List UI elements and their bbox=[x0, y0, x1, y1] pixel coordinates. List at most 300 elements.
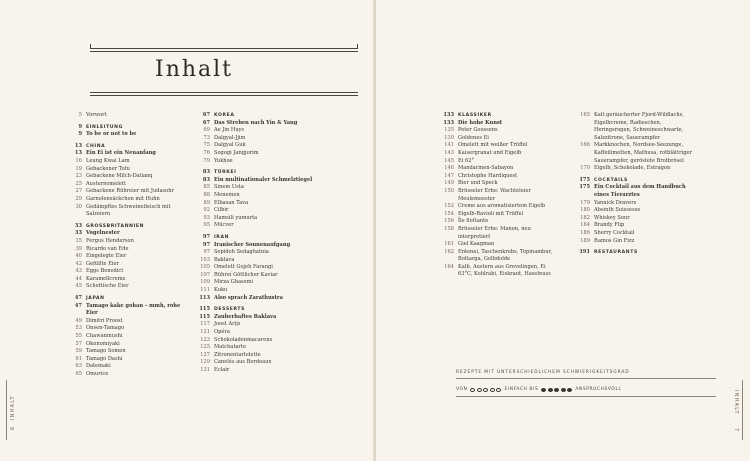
toc-chapter-heading[interactable] bbox=[192, 169, 312, 177]
toc-page-number: 9 bbox=[78, 131, 82, 138]
toc-chapter-heading[interactable] bbox=[436, 112, 561, 120]
toc-entry[interactable] bbox=[192, 344, 312, 352]
toc-entry[interactable] bbox=[572, 207, 697, 215]
toc-entry[interactable] bbox=[436, 127, 561, 135]
toc-entry[interactable] bbox=[436, 158, 561, 166]
legend-hard: ANSPRUCHSVOLL bbox=[575, 387, 622, 392]
toc-page-number: 123 bbox=[200, 336, 210, 343]
toc-entry-title: Bier und Speck bbox=[458, 180, 498, 187]
toc-entry[interactable] bbox=[192, 367, 312, 375]
toc-entry[interactable] bbox=[192, 249, 312, 257]
toc-entry-title: Das Streben nach Yin & Yang bbox=[214, 119, 298, 126]
toc-page-number: 88 bbox=[203, 191, 210, 198]
toc-page-number: 65 bbox=[75, 371, 82, 377]
toc-page-number: 147 bbox=[444, 172, 454, 179]
toc-entry[interactable] bbox=[192, 295, 312, 303]
toc-page-number: 113 bbox=[199, 294, 210, 301]
toc-page-number: 92 bbox=[203, 207, 210, 214]
toc-entry-title: Leung Kwai Lam bbox=[86, 157, 130, 164]
toc-entry-title: Ramos Gin Fizz bbox=[594, 237, 635, 244]
toc-entry-title: COCKTAILS bbox=[594, 177, 628, 183]
toc-entry-title: Yukhoe bbox=[214, 157, 233, 164]
toc-entry-title: Hamsili yumurta bbox=[214, 214, 258, 221]
toc-entry[interactable] bbox=[192, 321, 312, 329]
toc-page-number: 33 bbox=[74, 230, 82, 237]
toc-entry-title: Omurice bbox=[86, 371, 109, 377]
toc-entry[interactable] bbox=[64, 204, 184, 219]
toc-entry-title: Vogelnester bbox=[86, 230, 120, 237]
toc-entry[interactable] bbox=[192, 257, 312, 265]
toc-page-number: 42 bbox=[75, 260, 82, 267]
filled-dots-icon bbox=[541, 388, 572, 392]
toc-entry[interactable] bbox=[64, 196, 184, 204]
toc-page-number: 117 bbox=[200, 321, 210, 328]
toc-entry-title: Gebackene Rühreier mit Judasohr bbox=[86, 188, 174, 195]
toc-section bbox=[64, 295, 184, 379]
toc-page-number: 85 bbox=[203, 184, 210, 191]
toc-chapter-heading[interactable] bbox=[192, 112, 312, 120]
toc-page-number: 61 bbox=[75, 355, 82, 362]
toc-entry-title: Ein Ei ist ein Neuanfang bbox=[86, 150, 156, 157]
toc-entry[interactable] bbox=[192, 264, 312, 272]
toc-page-number: 83 bbox=[202, 176, 210, 183]
toc-page-number: 166 bbox=[580, 142, 590, 149]
toc-section bbox=[64, 143, 184, 219]
toc-page-number: 182 bbox=[580, 214, 590, 221]
right-page-number: 7 bbox=[733, 428, 739, 433]
toc-entry[interactable] bbox=[192, 222, 312, 230]
toc-column-3 bbox=[436, 112, 561, 279]
toc-entry-title: Christophe Hardiquest bbox=[458, 172, 518, 179]
toc-entry-title: Die hohe Kunst bbox=[458, 119, 503, 126]
legend-from: VON bbox=[456, 387, 468, 392]
toc-entry[interactable] bbox=[64, 318, 184, 326]
toc-page-number: 164 bbox=[444, 263, 454, 270]
toc-entry[interactable] bbox=[64, 268, 184, 276]
toc-entry[interactable] bbox=[192, 314, 312, 322]
toc-entry[interactable] bbox=[64, 303, 184, 318]
toc-page-number: 25 bbox=[75, 180, 82, 187]
toc-entry[interactable] bbox=[436, 264, 561, 279]
toc-page-number: 27 bbox=[75, 188, 82, 195]
toc-page-number: 143 bbox=[444, 149, 454, 156]
toc-entry-title: Gefüllte Eier bbox=[86, 260, 119, 267]
toc-entry-title: Brüsseler Erbe: Wachteleier Meulemeester bbox=[458, 187, 531, 202]
toc-entry[interactable] bbox=[572, 142, 697, 165]
toc-entry[interactable] bbox=[436, 241, 561, 249]
toc-entry-title: Elbasan Tava bbox=[214, 199, 249, 206]
right-spine-rule bbox=[742, 380, 743, 440]
toc-entry-title: Gebackene Milch-Dalianq bbox=[86, 173, 153, 180]
toc-page-number: 115 bbox=[199, 306, 210, 313]
toc-entry-title: Île flottante bbox=[458, 218, 489, 225]
toc-entry-title: Eggs Benedict bbox=[86, 268, 124, 275]
toc-page-number: 30 bbox=[75, 203, 82, 210]
toc-entry-title: Kalt geräucherter Fjord-Wildlachs, Eigelbcreme, Radieschen, Heringsrogen, Schweineschwarte, Salzzitrone, Sauerampfer bbox=[594, 112, 684, 141]
toc-entry-title: RESTAURANTS bbox=[594, 250, 638, 256]
toc-page-number: 67 bbox=[202, 112, 210, 118]
toc-entry[interactable] bbox=[436, 188, 561, 203]
toc-entry[interactable] bbox=[64, 158, 184, 166]
toc-entry[interactable] bbox=[192, 215, 312, 223]
toc-entry[interactable] bbox=[192, 272, 312, 280]
toc-page-number: 105 bbox=[200, 264, 210, 271]
toc-page-number: 23 bbox=[75, 173, 82, 180]
toc-page-number: 5 bbox=[78, 112, 82, 118]
toc-entry-title: Also sprach Zarathustra bbox=[214, 294, 283, 301]
toc-page-number: 89 bbox=[203, 199, 210, 206]
toc-entry[interactable] bbox=[192, 359, 312, 367]
toc-page-number: 127 bbox=[200, 351, 210, 358]
toc-entry[interactable] bbox=[192, 337, 312, 345]
toc-entry[interactable] bbox=[64, 363, 184, 371]
toc-page-number: 175 bbox=[579, 176, 590, 183]
toc-chapter-heading[interactable] bbox=[192, 306, 312, 314]
toc-entry-title: Austernomelett bbox=[86, 180, 126, 187]
toc-entry-title: Dalgyal Guk bbox=[214, 142, 246, 149]
toc-page-number: 43 bbox=[75, 268, 82, 275]
title-frame bbox=[90, 48, 358, 96]
toc-page-number: 154 bbox=[444, 210, 454, 217]
toc-section bbox=[64, 124, 184, 139]
toc-section bbox=[192, 306, 312, 374]
toc-page-number: 111 bbox=[200, 287, 210, 294]
toc-entry-title: Eingelegte Eier bbox=[86, 253, 127, 260]
toc-entry-title: Entenei, Taschenkrebs, Topinambur, Bottarga, Gelbdolde bbox=[458, 248, 553, 263]
toc-page-number: 47 bbox=[74, 295, 82, 302]
toc-entry-title: Ae Jin Huys bbox=[214, 127, 245, 134]
toc-entry[interactable] bbox=[192, 120, 312, 128]
toc-entry-title: Canelés aus Bordeaux bbox=[214, 359, 272, 366]
toc-page-number: 129 bbox=[200, 359, 210, 366]
toc-entry-title: Eigelb, Schokolade, Estragon bbox=[594, 165, 671, 172]
toc-entry[interactable] bbox=[572, 165, 697, 173]
toc-page-number: 83 bbox=[202, 169, 210, 176]
toc-entry[interactable] bbox=[192, 158, 312, 166]
toc-entry-title: Zitronentartelette bbox=[214, 351, 261, 358]
toc-entry[interactable] bbox=[64, 131, 184, 139]
toc-entry-title: Sogogi Jangjorim bbox=[214, 149, 259, 156]
toc-entry-title: Tamago kake gohan – mmh, rohe Eier bbox=[86, 302, 181, 317]
toc-entry-title: CHINA bbox=[86, 143, 106, 149]
toc-page-number: 49 bbox=[75, 317, 82, 324]
toc-entry-title: Garnelensäckchen mit Huhn bbox=[86, 195, 160, 202]
toc-chapter-heading[interactable] bbox=[572, 249, 697, 257]
toc-section bbox=[572, 249, 697, 257]
toc-entry[interactable] bbox=[436, 226, 561, 241]
toc-page-number: 63 bbox=[75, 363, 82, 370]
toc-page-number: 13 bbox=[74, 142, 82, 149]
toc-page-number: 141 bbox=[444, 142, 454, 149]
toc-entry-title: Opéra bbox=[214, 329, 230, 336]
toc-entry[interactable] bbox=[64, 188, 184, 196]
toc-page-number: 97 bbox=[203, 249, 210, 256]
toc-entry-title: Kuku bbox=[214, 287, 228, 294]
toc-page-number: 73 bbox=[203, 134, 210, 141]
legend-title: REZEPTE MIT UNTERSCHIEDLICHEM SCHWIERIGKEITSGRAD bbox=[456, 370, 716, 379]
toc-entry[interactable] bbox=[64, 325, 184, 333]
toc-entry-title: Whiskey Sour bbox=[594, 214, 630, 221]
toc-entry[interactable] bbox=[64, 173, 184, 181]
toc-chapter-heading[interactable] bbox=[64, 124, 184, 132]
toc-entry[interactable] bbox=[436, 173, 561, 181]
toc-entry[interactable] bbox=[572, 222, 697, 230]
toc-entry-title: Ein multinationaler Schmelztiegel bbox=[214, 176, 313, 183]
toc-entry[interactable] bbox=[64, 166, 184, 174]
toc-page-number: 184 bbox=[580, 222, 590, 229]
toc-entry-title: Matchatarte bbox=[214, 344, 247, 351]
toc-page-number: 191 bbox=[579, 249, 590, 256]
toc-entry-title: KLASSIKER bbox=[458, 113, 492, 118]
toc-entry[interactable] bbox=[192, 192, 312, 200]
toc-entry[interactable] bbox=[436, 218, 561, 226]
toc-entry[interactable] bbox=[572, 184, 697, 199]
toc-entry[interactable] bbox=[192, 184, 312, 192]
toc-page-number: 29 bbox=[75, 195, 82, 202]
toc-page-number: 69 bbox=[203, 127, 210, 134]
toc-entry-title: Onsen-Tamago bbox=[86, 325, 125, 332]
toc-page-number: 135 bbox=[444, 127, 454, 134]
toc-entry[interactable] bbox=[64, 348, 184, 356]
toc-page-number: 165 bbox=[580, 112, 590, 118]
toc-entry-title: Peter Goossens bbox=[458, 127, 498, 134]
toc-entry[interactable] bbox=[64, 261, 184, 269]
toc-column-2 bbox=[192, 112, 312, 375]
left-spine-label: INHALT bbox=[10, 395, 16, 420]
toc-chapter-heading[interactable] bbox=[64, 223, 184, 231]
toc-page-number: 186 bbox=[580, 229, 590, 236]
toc-entry-title: Giel Kaagman bbox=[458, 241, 495, 248]
toc-entry-title: Menemen bbox=[214, 191, 240, 198]
toc-page-number: 55 bbox=[75, 333, 82, 340]
toc-entry-title: Eigelb-Ravioli mit Trüffel bbox=[458, 210, 524, 217]
toc-entry[interactable] bbox=[192, 200, 312, 208]
toc-column-4 bbox=[572, 112, 697, 257]
toc-entry-title: Okonomiyaki bbox=[86, 340, 120, 347]
toc-entry[interactable] bbox=[192, 242, 312, 250]
toc-page-number: 76 bbox=[203, 149, 210, 156]
toc-entry[interactable] bbox=[64, 246, 184, 254]
toc-page-number: 45 bbox=[75, 283, 82, 290]
toc-entry[interactable] bbox=[436, 165, 561, 173]
page-title: Inhalt bbox=[155, 57, 234, 82]
toc-page-number: 75 bbox=[203, 142, 210, 149]
toc-entry-title: IRAN bbox=[214, 234, 230, 240]
toc-entry-title: Yannick Dravers bbox=[594, 199, 637, 206]
toc-entry-title: Iranischer Sonnenaufgang bbox=[214, 241, 291, 248]
toc-page-number: 67 bbox=[202, 119, 210, 126]
toc-entry[interactable] bbox=[64, 333, 184, 341]
toc-page-number: 40 bbox=[75, 253, 82, 260]
toc-entry-title: Markknochen, Nordsee-Seezunge, Kaffeilimetten, Mathusa, rotblättriger Sauerampfer, geröstete Brotbrösel bbox=[594, 142, 692, 164]
toc-entry[interactable] bbox=[572, 230, 697, 238]
toc-entry[interactable] bbox=[436, 203, 561, 211]
toc-page-number: 161 bbox=[444, 241, 454, 248]
toc-page-number: 189 bbox=[580, 237, 590, 244]
toc-page-number: 131 bbox=[200, 367, 210, 373]
toc-entry-title: Chawanmushi bbox=[86, 333, 123, 340]
toc-entry-title: Mandarinen-Sabayon bbox=[458, 165, 514, 172]
toc-chapter-heading[interactable] bbox=[572, 177, 697, 185]
toc-section bbox=[192, 112, 312, 165]
toc-entry[interactable] bbox=[436, 249, 561, 264]
toc-page-number: 121 bbox=[200, 329, 210, 336]
toc-entry[interactable] bbox=[192, 287, 312, 295]
toc-page-number: 107 bbox=[200, 271, 210, 278]
difficulty-legend bbox=[456, 370, 716, 392]
toc-page-number: 170 bbox=[580, 165, 590, 172]
toc-page-number: 146 bbox=[444, 165, 454, 172]
toc-entry-title: TÜRKEI bbox=[214, 170, 237, 176]
toc-page-number: 13 bbox=[74, 150, 82, 157]
toc-entry-title: Gebackener Tofu bbox=[86, 165, 130, 172]
toc-entry-title: Goldenes Ei bbox=[458, 134, 489, 141]
toc-entry-title: Sherry Cocktail bbox=[594, 229, 635, 236]
toc-entry[interactable] bbox=[64, 276, 184, 284]
toc-column-1 bbox=[64, 112, 184, 379]
toc-page-number: 133 bbox=[443, 112, 454, 118]
toc-page-number: 97 bbox=[202, 233, 210, 240]
toc-entry-title: Cilbir bbox=[214, 207, 229, 214]
toc-entry[interactable] bbox=[436, 120, 561, 128]
toc-entry-title: Gedämpftes Schweinefleisch mit Salzeiern bbox=[86, 203, 171, 218]
toc-entry[interactable] bbox=[192, 207, 312, 215]
toc-entry[interactable] bbox=[64, 371, 184, 379]
toc-entry-title: Schokoladenmacarons bbox=[214, 336, 273, 343]
toc-entry-title: Kaisergranat und Eigelb bbox=[458, 149, 522, 156]
toc-entry-title: Tamago Somen bbox=[86, 348, 126, 355]
toc-entry-title: Omelett Gojeh Farangi bbox=[214, 264, 273, 271]
toc-entry[interactable] bbox=[436, 135, 561, 143]
toc-page-number: 16 bbox=[75, 157, 82, 164]
toc-page-number: 47 bbox=[74, 302, 82, 309]
toc-page-number: 79 bbox=[203, 157, 210, 164]
toc-section bbox=[64, 112, 184, 120]
toc-entry-title: Schottische Eier bbox=[86, 283, 129, 290]
toc-entry-title: Mirza Ghasemi bbox=[214, 279, 254, 286]
toc-entry[interactable] bbox=[64, 112, 184, 120]
toc-entry-title: Ein Cocktail aus dem Handbuch eines Tierarztes bbox=[594, 184, 686, 198]
toc-entry[interactable] bbox=[436, 142, 561, 150]
legend-scale bbox=[456, 387, 716, 392]
toc-entry-title: Datemaki bbox=[86, 363, 111, 370]
toc-entry[interactable] bbox=[64, 283, 184, 291]
toc-entry-title: Ricardo van Ede bbox=[86, 245, 129, 252]
toc-page-number: 139 bbox=[444, 134, 454, 141]
toc-section bbox=[192, 234, 312, 302]
toc-page-number: 109 bbox=[200, 279, 210, 286]
toc-page-number: 39 bbox=[75, 245, 82, 252]
toc-entry[interactable] bbox=[192, 329, 312, 337]
toc-page-number: 180 bbox=[580, 207, 590, 214]
toc-entry[interactable] bbox=[436, 180, 561, 188]
toc-entry[interactable] bbox=[64, 253, 184, 261]
toc-entry[interactable] bbox=[64, 341, 184, 349]
toc-entry-title: Fergus Henderson bbox=[86, 237, 134, 244]
toc-page-number: 95 bbox=[203, 222, 210, 229]
toc-entry[interactable] bbox=[572, 238, 697, 246]
toc-entry[interactable] bbox=[572, 215, 697, 223]
toc-entry[interactable] bbox=[192, 177, 312, 185]
toc-page-number: 125 bbox=[200, 344, 210, 351]
toc-page-number: 57 bbox=[75, 340, 82, 347]
toc-entry-title: Omelett mit weißer Trüffel bbox=[458, 142, 528, 149]
toc-entry-title: Vorwort bbox=[86, 112, 107, 118]
toc-entry[interactable] bbox=[64, 230, 184, 238]
toc-entry[interactable] bbox=[64, 150, 184, 158]
toc-page-number: 179 bbox=[580, 199, 590, 206]
toc-entry[interactable] bbox=[192, 135, 312, 143]
toc-page-number: 175 bbox=[579, 184, 590, 191]
toc-page-number: 9 bbox=[78, 123, 82, 130]
toc-chapter-heading[interactable] bbox=[64, 295, 184, 303]
toc-entry[interactable] bbox=[64, 238, 184, 246]
toc-entry-title: Creme aus aromatisiertem Eigelb bbox=[458, 203, 546, 210]
toc-entry-title: Sinem Usta bbox=[214, 184, 244, 191]
left-page-number: 6 bbox=[10, 425, 16, 430]
toc-page-number: 35 bbox=[75, 237, 82, 244]
toc-page-number: 158 bbox=[444, 225, 454, 232]
toc-page-number: 115 bbox=[199, 313, 210, 320]
toc-page-number: 97 bbox=[202, 241, 210, 248]
toc-entry[interactable] bbox=[192, 142, 312, 150]
toc-entry-title: DESSERTS bbox=[214, 307, 246, 313]
toc-page-number: 150 bbox=[444, 187, 454, 194]
toc-chapter-heading[interactable] bbox=[64, 143, 184, 151]
toc-page-number: 156 bbox=[444, 218, 454, 225]
toc-entry[interactable] bbox=[64, 356, 184, 364]
toc-page-number: 19 bbox=[75, 165, 82, 172]
left-spine-rule bbox=[6, 380, 7, 440]
toc-entry-title: Brüsseler Erbe: Manon, neu interpretiert bbox=[458, 225, 531, 240]
toc-entry[interactable] bbox=[436, 211, 561, 219]
toc-entry[interactable] bbox=[192, 150, 312, 158]
toc-entry-title: GROSSBRITANNIEN bbox=[86, 223, 145, 229]
toc-entry-title: Dalgyal-Jjim bbox=[214, 134, 246, 141]
legend-easy: EINFACH BIS bbox=[504, 387, 539, 392]
toc-section bbox=[436, 112, 561, 279]
open-dots-icon bbox=[470, 388, 501, 392]
toc-page-number: 145 bbox=[444, 157, 454, 164]
toc-page-number: 59 bbox=[75, 348, 82, 355]
toc-entry[interactable] bbox=[572, 200, 697, 208]
toc-entry-title: Sepideh Sedaghatnia bbox=[214, 249, 269, 256]
toc-entry-title: Karamellcreme bbox=[86, 275, 126, 282]
toc-entry-title: Eclair bbox=[214, 367, 230, 373]
right-spine-label: INHALT bbox=[733, 390, 739, 415]
toc-entry[interactable] bbox=[572, 112, 697, 142]
toc-entry-title: Zauberhaftes Baklava bbox=[214, 313, 277, 320]
toc-chapter-heading[interactable] bbox=[192, 234, 312, 242]
toc-page-number: 93 bbox=[203, 214, 210, 221]
toc-entry-title: Brandy Flip bbox=[594, 222, 625, 229]
toc-entry-title: To be or not to be bbox=[86, 131, 137, 138]
toc-entry-title: Ei 62° bbox=[458, 157, 474, 164]
toc-entry-title: Absinth Suissesse bbox=[594, 207, 641, 214]
toc-section bbox=[572, 177, 697, 245]
toc-entry-title: Tamago Dashi bbox=[86, 355, 123, 362]
toc-entry[interactable] bbox=[64, 181, 184, 189]
toc-entry-title: JAPAN bbox=[86, 296, 105, 302]
toc-entry[interactable] bbox=[436, 150, 561, 158]
toc-page-number: 149 bbox=[444, 180, 454, 187]
toc-entry[interactable] bbox=[192, 279, 312, 287]
toc-page-number: 152 bbox=[444, 203, 454, 210]
toc-page-number: 162 bbox=[444, 248, 454, 255]
toc-entry[interactable] bbox=[192, 127, 312, 135]
toc-page-number: 133 bbox=[443, 119, 454, 126]
toc-section bbox=[64, 223, 184, 291]
